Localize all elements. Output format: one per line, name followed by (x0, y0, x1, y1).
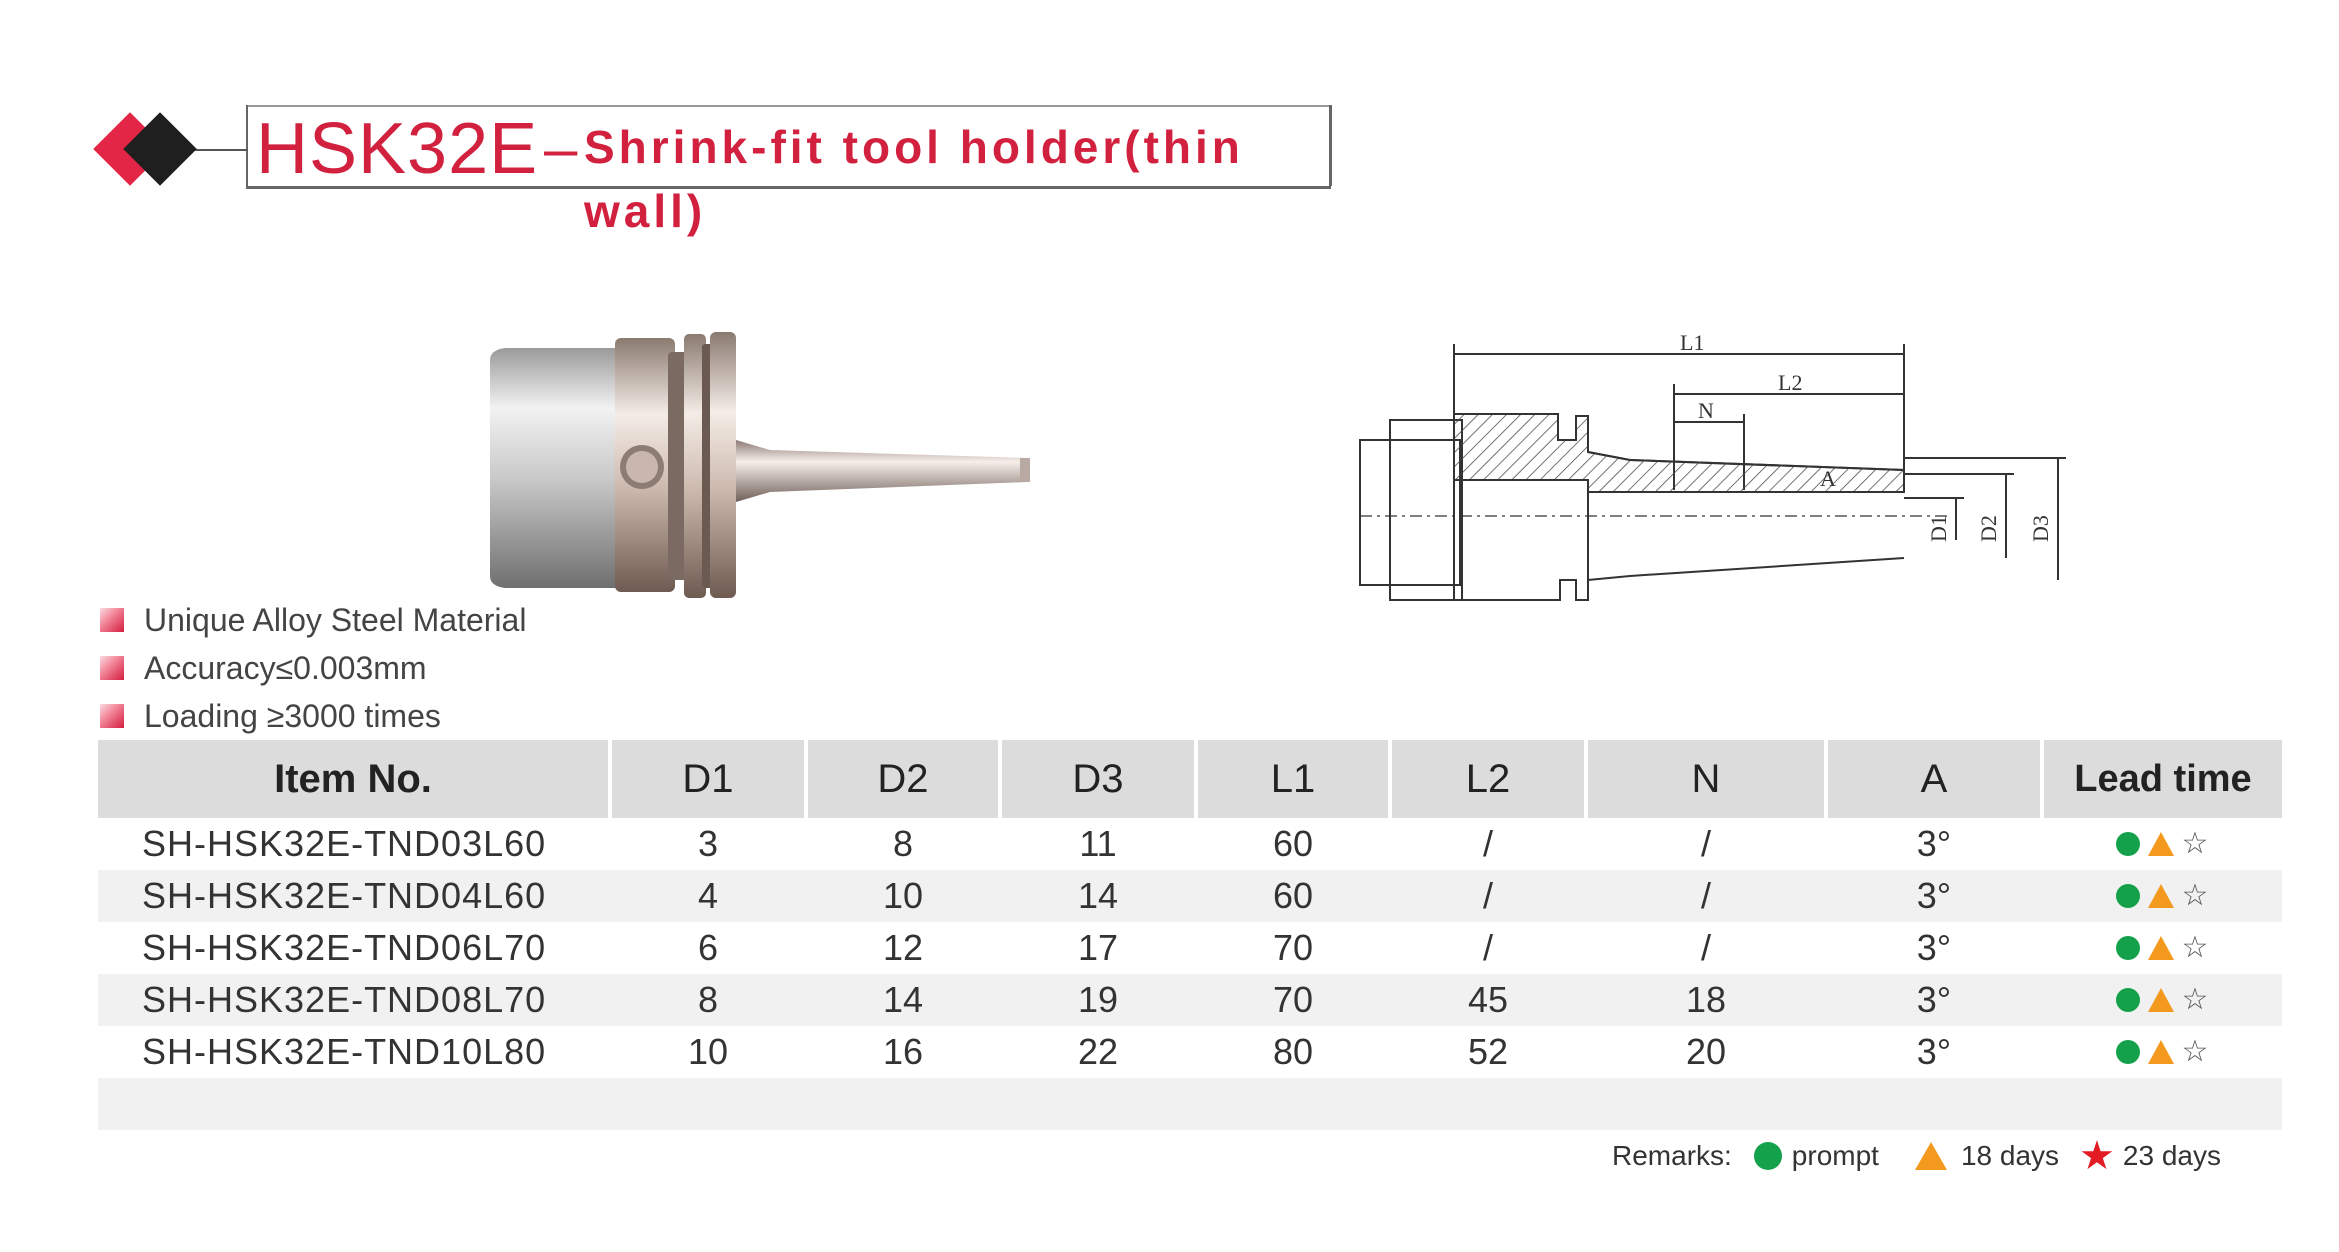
product-code-title: HSK32E (256, 109, 539, 189)
orange-triangle-icon (2148, 832, 2174, 856)
column-header-item-no: Item No. (98, 740, 610, 818)
cell-d3: 22 (1077, 1031, 1119, 1072)
cell-a: 3° (1826, 974, 2042, 1026)
title-banner (96, 105, 1336, 237)
cell-a: 3° (1916, 1031, 1952, 1072)
cell-d3: 14 (1000, 870, 1196, 922)
feature-text: Unique Alloy Steel Material (144, 601, 527, 638)
cell-item-no: SH-HSK32E-TND03L60 (142, 823, 547, 864)
cell-l1: 80 (1272, 1031, 1314, 1072)
cell-l1: 70 (1196, 974, 1390, 1026)
product-description-title: Shrink-fit tool holder(thin wall) (584, 121, 1244, 237)
remarks-prompt: prompt (1791, 1140, 1879, 1171)
column-header-n: N (1586, 740, 1826, 818)
table-row (98, 922, 2282, 974)
green-dot-icon (2116, 988, 2140, 1012)
column-header-l1: L1 (1196, 740, 1390, 818)
feature-list (100, 596, 526, 740)
banner-frame-top (246, 105, 1331, 107)
cell-item-no: SH-HSK32E-TND08L70 (98, 974, 610, 1026)
dim-label-d1: D1 (1926, 515, 1951, 542)
title-dash: – (544, 115, 578, 182)
cell-n: / (1700, 823, 1711, 864)
empty-row-cell (98, 1078, 2282, 1130)
cell-l2: / (1482, 927, 1493, 968)
outline-star-icon: ☆ (2181, 879, 2209, 912)
cell-a: 3° (1916, 823, 1952, 864)
dim-label-l1: L1 (1680, 330, 1705, 355)
outline-star-icon: ☆ (2181, 827, 2209, 860)
table-row (98, 870, 2282, 922)
cell-d1: 8 (610, 974, 806, 1026)
table-row (98, 818, 2282, 870)
remarks-23-days: 23 days (2122, 1140, 2221, 1171)
cell-l2: 52 (1467, 1031, 1509, 1072)
cell-d2: 10 (806, 870, 1000, 922)
orange-triangle-icon (2148, 988, 2174, 1012)
column-header-lead-time: Lead time (2042, 740, 2282, 818)
green-dot-icon (2116, 832, 2140, 856)
table-row-empty (98, 1078, 2282, 1130)
outline-star-icon: ☆ (2181, 1035, 2209, 1068)
green-dot-icon (2116, 936, 2140, 960)
cell-lead-time (2042, 1026, 2282, 1078)
cell-n: 18 (1586, 974, 1826, 1026)
remarks-18-days: 18 days (1960, 1140, 2060, 1171)
table-header-row (98, 740, 2282, 818)
cell-d2: 14 (806, 974, 1000, 1026)
red-star-icon: ★ (2079, 1134, 2115, 1178)
table-row (98, 974, 2282, 1026)
dim-label-a: A (1820, 466, 1836, 491)
feature-text: Accuracy≤0.003mm (144, 649, 427, 686)
orange-triangle-icon (2148, 884, 2174, 908)
table-row (98, 1026, 2282, 1078)
cell-l1: 70 (1272, 927, 1314, 968)
feature-item (100, 596, 526, 644)
cell-lead-time (2042, 974, 2282, 1026)
cell-d2: 12 (882, 927, 924, 968)
orange-triangle-icon (2148, 936, 2174, 960)
cell-d3: 11 (1079, 823, 1117, 864)
red-square-bullet-icon (100, 704, 124, 728)
cell-l2: / (1482, 823, 1493, 864)
cell-lead-time (2042, 922, 2282, 974)
column-header-d1: D1 (610, 740, 806, 818)
feature-text: Loading ≥3000 times (144, 697, 441, 734)
feature-item (100, 644, 526, 692)
cell-l2: 45 (1390, 974, 1586, 1026)
remarks-label: Remarks: (1612, 1140, 1732, 1171)
technical-drawing (1350, 330, 2090, 630)
column-header-a: A (1826, 740, 2042, 818)
spec-table (98, 740, 2282, 1130)
cell-lead-time (2042, 870, 2282, 922)
cell-item-no: SH-HSK32E-TND04L60 (98, 870, 610, 922)
cell-l1: 60 (1272, 823, 1314, 864)
column-header-d3: D3 (1000, 740, 1196, 818)
cell-l2: / (1390, 870, 1586, 922)
cell-d1: 6 (697, 927, 719, 968)
outline-star-icon: ☆ (2181, 983, 2209, 1016)
red-square-bullet-icon (100, 656, 124, 680)
cell-d2: 16 (882, 1031, 924, 1072)
cell-item-no: SH-HSK32E-TND10L80 (142, 1031, 547, 1072)
dim-label-d2: D2 (1976, 515, 2001, 542)
cell-a: 3° (1826, 870, 2042, 922)
cell-lead-time (2042, 818, 2282, 870)
product-photo (470, 330, 1050, 600)
cell-d1: 4 (610, 870, 806, 922)
feature-item (100, 692, 526, 740)
green-dot-icon (2116, 884, 2140, 908)
orange-triangle-icon (2148, 1040, 2174, 1064)
cell-item-no: SH-HSK32E-TND06L70 (142, 927, 547, 968)
cell-d1: 10 (687, 1031, 729, 1072)
remarks-legend (1612, 1134, 2221, 1178)
cell-n: / (1700, 927, 1711, 968)
cell-n: 20 (1685, 1031, 1727, 1072)
column-header-l2: L2 (1390, 740, 1586, 818)
cell-d1: 3 (697, 823, 719, 864)
dim-label-l2: L2 (1778, 370, 1803, 395)
red-square-bullet-icon (100, 608, 124, 632)
green-dot-icon (1754, 1142, 1782, 1170)
cell-n: / (1586, 870, 1826, 922)
cell-l1: 60 (1196, 870, 1390, 922)
cell-a: 3° (1916, 927, 1952, 968)
column-header-d2: D2 (806, 740, 1000, 818)
banner-frame-left (246, 105, 248, 186)
cell-d2: 8 (892, 823, 914, 864)
dim-label-n: N (1698, 398, 1714, 423)
green-dot-icon (2116, 1040, 2140, 1064)
cell-d3: 19 (1000, 974, 1196, 1026)
outline-star-icon: ☆ (2181, 931, 2209, 964)
dim-label-d3: D3 (2028, 515, 2053, 542)
orange-triangle-icon (1915, 1142, 1947, 1170)
cell-d3: 17 (1077, 927, 1119, 968)
